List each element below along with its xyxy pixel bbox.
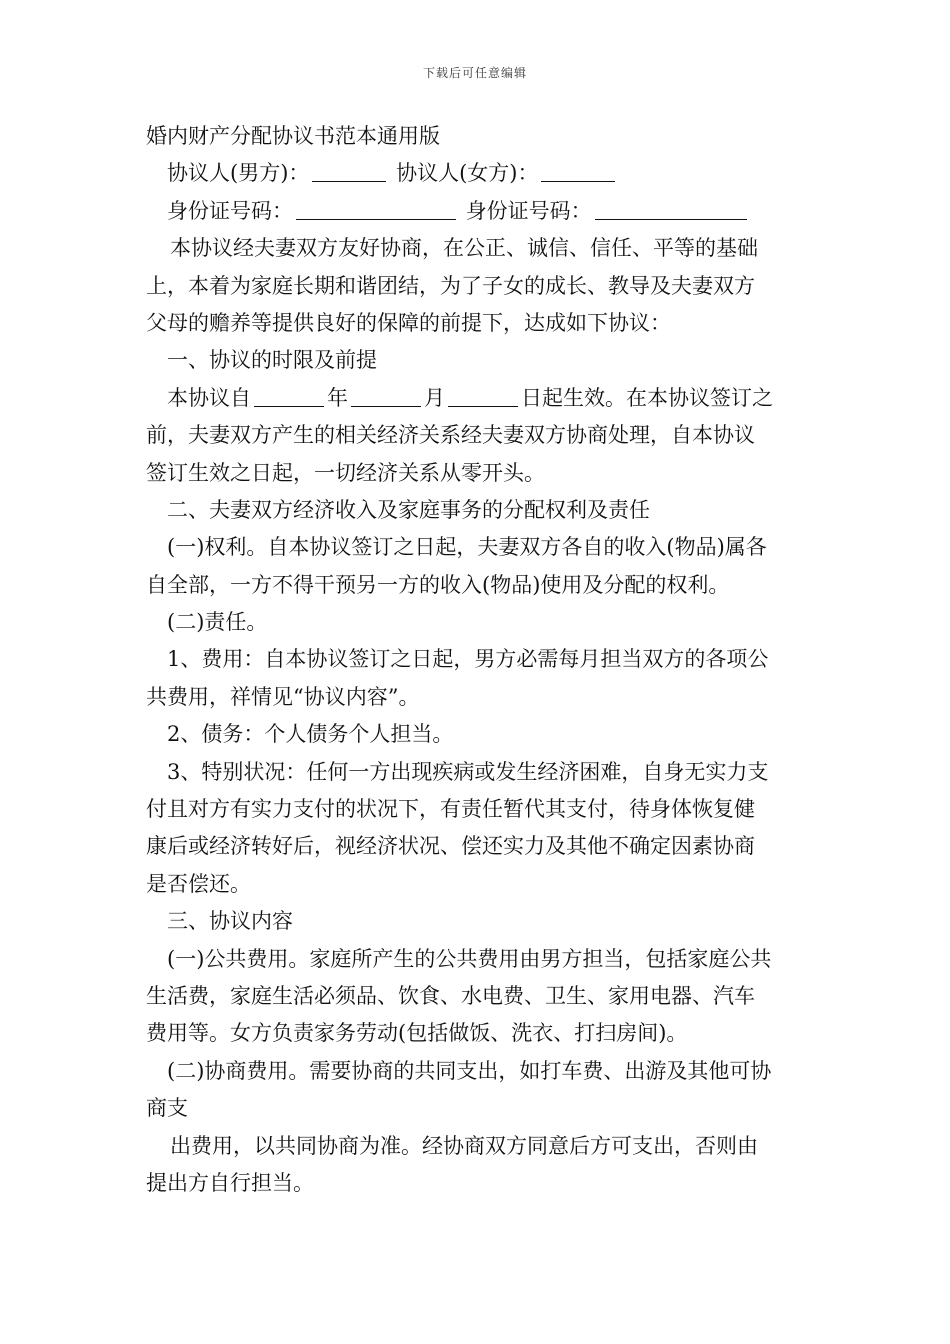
negotiated-expense-cont: 提出方自行担当。 [146,1170,314,1195]
section-2-heading: 二、夫妻双方经济收入及家庭事务的分配权利及责任 [167,497,650,522]
day-blank [448,386,518,407]
party-female-blank [541,161,615,182]
effective-from-text: 本协议自 [167,385,251,410]
id-male-label: 身份证号码： [167,198,293,223]
intro-line: 上，本着为家庭长期和谐团结，为了子女的成长、教导及夫妻双方 [146,273,755,298]
duty-item-3: 康后或经济转好后，视经济状况、偿还实力及其他不确定因素协商 [146,834,755,859]
id-female-blank [595,199,747,220]
intro-line: 父母的赡养等提供良好的保障的前提下，达成如下协议： [146,310,671,335]
duty-item-3: 3、特别状况：任何一方出现疾病或发生经济困难，自身无实力支 [167,759,769,784]
party-line [146,155,806,192]
duty-item-3: 付且对方有实力支付的状况下，有责任暂代其支付，待身体恢复健 [146,797,755,822]
day-rest-text: 日起生效。在本协议签订之 [521,385,773,410]
document-title: 婚内财产分配协议书范本通用版 [146,124,440,148]
month-blank [351,386,421,407]
section-1-text: 前，夫妻双方产生的相关经济关系经夫妻双方协商处理，自本协议 [146,423,755,448]
id-line [146,193,806,230]
section-1-text: 签订生效之日起，一切经济关系从零开头。 [146,460,545,485]
party-male-label: 协议人(男方)： [167,161,310,186]
id-male-blank [296,199,456,220]
duty-item-2: 2、债务：个人债务个人担当。 [167,722,454,747]
year-blank [254,386,324,407]
intro-line: 本协议经夫妻双方友好协商，在公正、诚信、信任、平等的基础 [170,236,758,261]
section-3-heading: 三、协议内容 [167,909,293,934]
negotiated-expense-text: (二)协商费用。需要协商的共同支出，如打车费、出游及其他可协 [167,1058,772,1083]
effective-date-line [146,380,806,417]
duty-heading: (二)责任。 [167,610,268,635]
rights-text: (一)权利。自本协议签订之日起，夫妻双方各自的收入(物品)属各 [167,535,767,560]
duty-item-1: 共费用，祥情见“协议内容”。 [146,684,420,709]
negotiated-expense-cont: 出费用，以共同协商为准。经协商双方同意后方可支出，否则由 [170,1133,758,1158]
id-female-label: 身份证号码： [465,198,592,223]
negotiated-expense-text: 商支 [146,1096,188,1121]
public-expense-text: 费用等。女方负责家务劳动(包括做饭、洗衣、打扫房间)。 [146,1021,688,1046]
public-expense-text: (一)公共费用。家庭所产生的公共费用由男方担当，包括家庭公共 [167,946,772,971]
page-header: 下载后可任意编辑 [422,66,527,80]
duty-item-1: 1、费用：自本协议签订之日起，男方必需每月担当双方的各项公 [167,647,769,672]
year-text: 年 [327,385,348,410]
document-body [146,118,806,1202]
party-male-blank [312,161,386,182]
party-female-label: 协议人(女方)： [396,161,539,186]
rights-text: 自全部，一方不得干预另一方的收入(物品)使用及分配的权利。 [146,572,730,597]
public-expense-text: 生活费，家庭生活必须品、饮食、水电费、卫生、家用电器、汽车 [146,983,755,1008]
month-text: 月 [424,385,445,410]
section-1-heading: 一、协议的时限及前提 [167,348,377,373]
duty-item-3: 是否偿还。 [146,871,251,896]
